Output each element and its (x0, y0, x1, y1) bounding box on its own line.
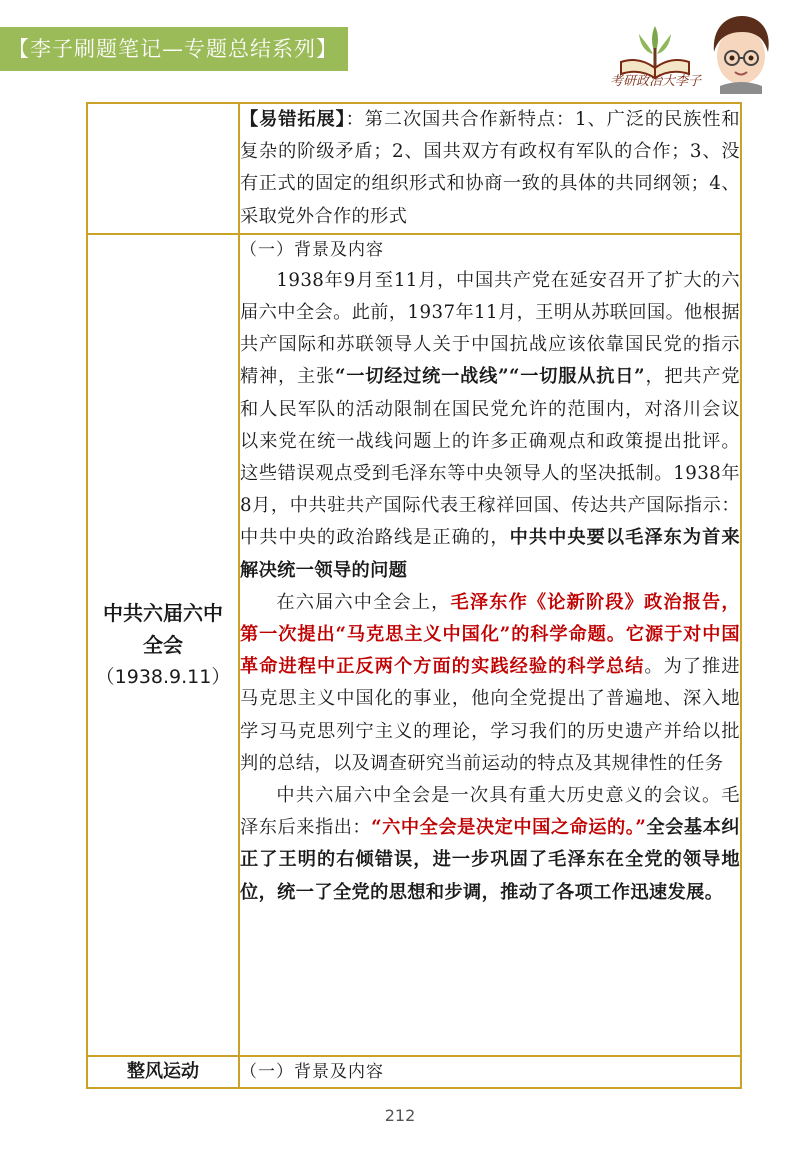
table-row (87, 234, 741, 1056)
background-subheading: （一）背景及内容 (240, 239, 384, 260)
rectification-title: 整风运动 (127, 1060, 199, 1082)
table-row (87, 1056, 741, 1088)
plenum-title-line2: 全会 (143, 632, 183, 657)
p2-text-c: 。为了推进马克思主义中国化的事业，他向全党提出了普遍地、深入地学习马克思列宁主义的理论，学习我们的历史遗产并给以批判的总结，以及调查研究当前运动的特点及其规律性的任务 (240, 656, 740, 774)
row1-right-cell (239, 103, 741, 234)
p1-text-a: 1938年9月至11月，中国共产党在延安召开了扩大的六届六中全会。此前，1937年11月，王明从苏联回国。他根据共产国际和苏联领导人关于中国抗战应该依靠国民党的指示精神，主张 (240, 269, 740, 388)
page-number: 212 (384, 1106, 416, 1125)
series-title: 【李子刷题笔记—专题总结系列】 (8, 37, 338, 61)
row3-right-cell (239, 1056, 741, 1088)
paragraph-1 (240, 265, 740, 587)
p1-bold-slogans: “一切经过统一战线”“一切服从抗日” (334, 366, 646, 388)
paragraph-2 (240, 587, 740, 780)
error-extension-text: ：第二次国共合作新特点：1、广泛的民族性和复杂的阶级矛盾；2、国共双方有政权有军队的合作；3、没有正式的固定的组织形式和协商一致的具体的共同纲领；4、采取党外合作的形式 (240, 109, 740, 227)
row3-left-cell (87, 1056, 239, 1088)
plenum-title-line1: 中共六届六中 (103, 600, 223, 625)
cartoon-avatar-icon (706, 12, 776, 94)
series-title-banner (0, 27, 348, 71)
logo-text: 考研政治大李子 (610, 74, 702, 89)
notes-table (86, 102, 742, 1089)
error-extension-paragraph (240, 104, 740, 233)
table-row (87, 103, 741, 234)
error-extension-label: 【易错拓展】 (240, 109, 346, 130)
p1-bold-leadership: 中共中央要以毛泽东为首来解决统一领导的问题 (240, 527, 740, 581)
row2-right-cell (239, 234, 741, 1056)
p3-red-quote: “六中全会是决定中国之命运的。” (371, 817, 647, 839)
plenum-date: （1938.9.11） (95, 665, 231, 688)
paragraph-3 (240, 780, 740, 909)
row1-left-cell (87, 103, 239, 234)
p3-bold-conclusion: 全会基本纠正了王明的右倾错误，进一步巩固了毛泽东在全党的领导地位，统一了全党的思想和步调，推动了各项工作迅速发展。 (240, 817, 740, 903)
p3-text-a: 中共六届六中全会是一次具有重大历史意义的会议。毛泽东后来指出： (240, 785, 740, 839)
row2-left-cell (87, 234, 239, 1056)
p2-red-emphasis: 毛泽东作《论新阶段》政治报告，第一次提出“马克思主义中国化”的科学命题。它源于对中国革命进程中正反两个方面的实践经验的科学总结 (240, 591, 740, 678)
rectification-subheading: （一）背景及内容 (240, 1061, 384, 1082)
p2-text-a: 在六届六中全会上， (276, 591, 451, 613)
p1-text-c: ，把共产党和人民军队的活动限制在国民党允许的范围内，对洛川会议以来党在统一战线问题上的许多正确观点和政策提出批评。这些错误观点受到毛泽东等中央领导人的坚决抵制。1938年8月，中共驻共产国际代表王稼祥回国、传达共产国际指示：中共中央的政治路线是正确的， (240, 366, 740, 549)
